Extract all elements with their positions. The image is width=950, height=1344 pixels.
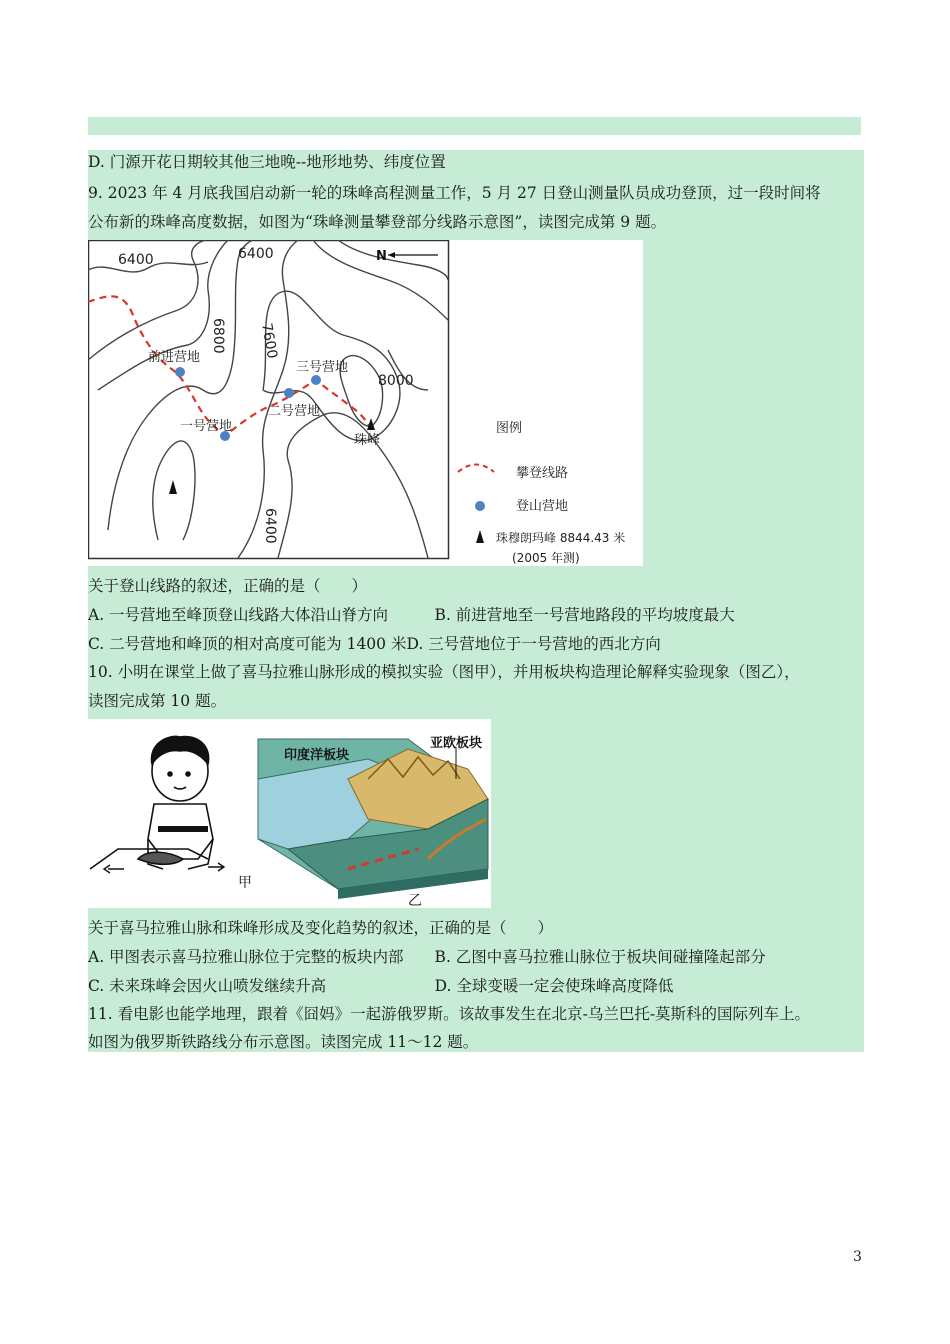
- plate-tectonics-figure: [88, 719, 491, 908]
- boy-experiment-illustration: [90, 736, 224, 873]
- question-9-line2: 公布新的珠峰高度数据，如图为“珠峰测量攀登部分线路示意图”，读图完成第 9 题。: [88, 213, 667, 231]
- svg-text:攀登线路: 攀登线路: [516, 466, 569, 481]
- plate-block-diagram: [258, 739, 488, 899]
- camp3-label: 三号营地: [296, 360, 349, 375]
- camp2-marker: [284, 388, 294, 398]
- camp1-label: 一号营地: [180, 419, 233, 434]
- svg-text:(2005 年测): (2005 年测): [512, 551, 580, 565]
- label-jia: 甲: [238, 875, 252, 891]
- label-yi: 乙: [408, 893, 422, 908]
- svg-text:N: N: [376, 249, 387, 264]
- question-9-options-ab: A. 一号营地至峰顶登山线路大体沿山脊方向 B. 前进营地至一号营地路段的平均坡度最大: [88, 606, 735, 624]
- question-10-options-cd: C. 未来珠峰会因火山喷发继续升高 D. 全球变暖一定会使珠峰高度降低: [88, 977, 674, 995]
- contour-label: 7600: [258, 321, 281, 360]
- question-9-stem: 关于登山线路的叙述，正确的是（ ）: [88, 577, 368, 595]
- contour-label: 6400: [262, 508, 278, 544]
- map-legend: [458, 421, 625, 565]
- everest-route-map: [88, 240, 643, 566]
- question-11-line2: 如图为俄罗斯铁路线分布示意图。读图完成 11～12 题。: [88, 1033, 479, 1051]
- contour-label: 6400: [118, 252, 154, 268]
- peak-label: 珠峰: [354, 433, 381, 448]
- label-eurasian-plate: 亚欧板块: [430, 736, 483, 751]
- question-10-line2: 读图完成第 10 题。: [88, 692, 227, 710]
- contour-label: 6400: [238, 246, 274, 262]
- camp2-label: 二号营地: [268, 404, 321, 419]
- highlight-band-top: [88, 117, 861, 135]
- question-9-options-cd: C. 二号营地和峰顶的相对高度可能为 1400 米D. 三号营地位于一号营地的西北方向: [88, 635, 661, 653]
- svg-text:登山营地: 登山营地: [516, 499, 569, 514]
- question-10-line1: 10. 小明在课堂上做了喜马拉雅山脉形成的模拟实验（图甲），并用板块构造理论解释实验现象（图乙），: [88, 663, 800, 681]
- svg-text:图例: 图例: [496, 421, 523, 436]
- advance-camp-label: 前进营地: [148, 350, 201, 365]
- question-11-line1: 11. 看电影也能学地理，跟着《囧妈》一起游俄罗斯。该故事发生在北京-乌兰巴托-莫斯科的国际列车上。: [88, 1005, 811, 1023]
- advance-camp-marker: [175, 367, 185, 377]
- camp3-marker: [311, 375, 321, 385]
- label-indian-plate: 印度洋板块: [284, 748, 350, 763]
- north-arrow: [376, 249, 438, 264]
- option-d-q8: D. 门源开花日期较其他三地晚--地形地势、纬度位置: [88, 153, 446, 171]
- question-9-line1: 9. 2023 年 4 月底我国启动新一轮的珠峰高程测量工作，5 月 27 日登山测量队员成功登顶，过一段时间将: [88, 184, 821, 202]
- contour-label: 8000: [378, 373, 414, 389]
- other-peak-marker: [169, 480, 177, 494]
- page-number: 3: [853, 1249, 862, 1265]
- contour-label: 6800: [210, 318, 226, 354]
- map-svg: [88, 240, 643, 566]
- svg-text:珠穆朗玛峰 8844.43 米: 珠穆朗玛峰 8844.43 米: [496, 531, 626, 545]
- plate-svg: [88, 719, 491, 908]
- question-10-stem: 关于喜马拉雅山脉和珠峰形成及变化趋势的叙述，正确的是（ ）: [88, 919, 554, 937]
- question-10-options-ab: A. 甲图表示喜马拉雅山脉位于完整的板块内部 B. 乙图中喜马拉雅山脉位于板块间碰撞隆起部分: [88, 948, 766, 966]
